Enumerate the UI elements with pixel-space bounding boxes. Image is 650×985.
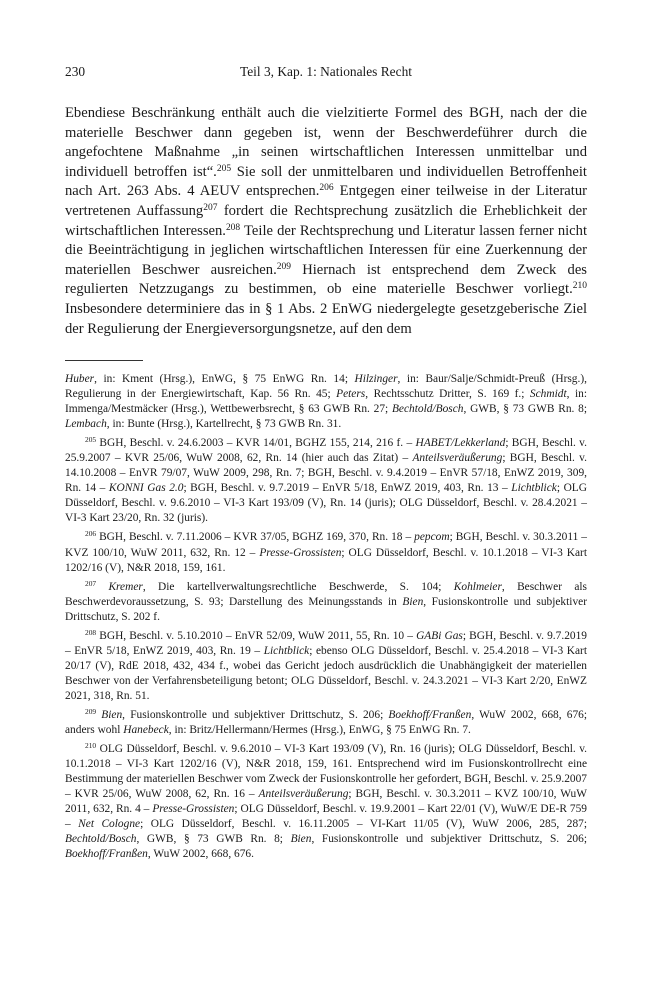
footnote-ref-208[interactable]: 208 <box>225 222 241 233</box>
body-text-segment: Insbesondere determiniere das in § 1 Abs. 2 EnWG niedergelegte gesetzgeberische Ziel der Regulierung der Energieversorgungsnetze, auf den dem <box>65 300 587 337</box>
author-name: Bechtold/Bosch <box>65 833 137 846</box>
case-name: Anteilsveräußerung <box>258 788 349 801</box>
footnote-208: $^{208}$ BGH, Beschl. v. 5.10.2010 – EnVR 52/09, WuW 2011, 55, Rn. 10 – GABi Gas; BGH, Beschl. v. 9.7.2019 – EnVR 5/18, EnWZ 2019, 403, Rn. 19 – Lichtblick; ebenso OLG Düsseldorf, Beschl. v. 25.4.2018 – VI-3 Kart 20/17 (V), RdE 2018, 432, 434 f., wobei das Gericht jedoch ausdrücklich die Unabhängigkeit der materiellen Beschwer von der Verfahrensbeteiligung betont; OLG Düsseldorf, Beschl. v. 24.3.2021 – VI-3 Kart 2/20, EnWZ 2021, 318, Rn. 51. <box>65 627 587 702</box>
footnote-separator <box>65 360 143 361</box>
case-name: Net Cologne <box>78 818 141 831</box>
author-name: Hanebeck <box>123 724 169 737</box>
body-text-segment: Entgegen einer teilweise in der Literatur vertretenen Auffassung <box>65 183 587 219</box>
footnote-ref-210[interactable]: 210 <box>572 281 587 292</box>
footnote-210: $^{210}$ OLG Düsseldorf, Beschl. v. 9.6.2010 – VI-3 Kart 193/09 (V), Rn. 16 (juris); OLG Düsseldorf, Beschl. v. 10.1.2018 – VI-3 Kart 1202/16 (V), N&R 2018, 159, 161. Entsprechend wird im Fusionskontrollrecht eine Bestimmung der materiellen Beschwer vom Zweck der Fusionskontrolle her gefordert, BGH, Beschl. v. 25.9.2007 – KVR 25/06, WuW 2008, 62, Rn. 16 – Anteilsveräußerung; BGH, Beschl. v. 30.3.2011 – KVZ 100/10, WuW 2011, 632, Rn. 4 – Presse-Grossisten; OLG Düsseldorf, Beschl. v. 19.9.2001 – Kart 22/01 (V), WuW/E DE-R 759 – Net Cologne; OLG Düsseldorf, Beschl. v. 16.11.2005 – VI-Kart 11/05 (V), WuW 2006, 285, 287; Bechtold/Bosch, GWB, § 73 GWB Rn. 8; Bien, Fusionskontrolle und subjektiver Drittschutz, S. 206; Boekhoff/Franßen, WuW 2002, 668, 676. <box>65 741 588 861</box>
body-text-segment: Sie soll der unmittelbaren und individuellen Betroffenheit nach Art. 263 Abs. 4 AEUV entsprechen. <box>65 163 587 200</box>
case-name: Lichtblick <box>263 644 310 657</box>
case-name: GABi Gas <box>416 629 463 642</box>
author-name: Peters <box>336 388 366 401</box>
author-name: Kremer <box>108 580 143 593</box>
case-name: Presse-Grossisten <box>259 546 342 559</box>
author-name: Huber <box>65 373 95 385</box>
body-text-segment: Ebendiese Beschränkung enthält auch die vielzitierte Formel des BGH, nach der die materielle Beschwer dann gegeben ist, wenn der Beschwerdeführer durch die angefochtene Maßnahme „in seinen wirtschaftlichen Interessen unmittelbar und individuell betroffen ist“. <box>65 105 587 180</box>
case-name: HABET/Lekkerland <box>415 437 506 450</box>
running-title: Teil 3, Kap. 1: Nationales Recht <box>240 64 412 79</box>
footnote-number: 208 <box>85 627 97 637</box>
footnotes <box>65 372 587 866</box>
footnote-number: 210 <box>85 741 97 751</box>
footnote-number: 209 <box>85 706 97 716</box>
footnote-206: $^{206}$ BGH, Beschl. v. 7.11.2006 – KVR 37/05, BGHZ 169, 370, Rn. 18 – pepcom; BGH, Beschl. v. 30.3.2011 – KVZ 100/10, WuW 2011, 632, Rn. 12 – Presse-Grossisten; OLG Düsseldorf, Beschl. v. 10.1.2018 – VI-3 Kart 1202/16 (V), N&R 2018, 159, 161. <box>65 529 588 574</box>
case-name: Anteilsveräußerung <box>412 452 503 465</box>
body-text-segment: fordert die Rechtsprechung zusätzlich die Erheblichkeit der wirtschaftlichen Interessen. <box>65 202 587 239</box>
footnote-ref-209[interactable]: 209 <box>276 261 291 272</box>
footnote-number: 207 <box>85 578 97 588</box>
author-name: Boekhoff/Franßen <box>65 848 148 861</box>
footnote-number: 206 <box>85 529 97 539</box>
body-text-segment: Teile der Rechtsprechung und Literatur lassen ferner nicht die Beeinträchtigung in jeglichen wirtschaftlichen Interessen für eine Zuerkennung der materiellen Beschwer ausreichen. <box>65 222 588 278</box>
footnote-ref-205[interactable]: 205 <box>216 163 232 174</box>
footnote-ref-206[interactable]: 206 <box>319 183 334 194</box>
case-name: Presse-Grossisten <box>152 803 235 816</box>
author-name: Lembach <box>65 418 107 431</box>
page-number: 230 <box>65 64 86 79</box>
footnote-205: $^{205}$ BGH, Beschl. v. 24.6.2003 – KVR 14/01, BGHZ 155, 214, 216 f. – HABET/Lekkerland; BGH, Beschl. v. 25.9.2007 – KVR 25/06, WuW 2008, 62, Rn. 14 (hier auch das Zitat) – Anteilsveräußerung; BGH, Beschl. v. 14.10.2008 – EnVR 79/07, WuW 2009, 298, Rn. 7; BGH, Beschl. v. 9.4.2019 – EnVR 57/18, EnWZ 2019, 309, Rn. 14 – KONNI Gas 2.0; BGH, Beschl. v. 9.7.2019 – EnVR 5/18, EnWZ 2019, 403, Rn. 13 – Lichtblick; OLG Düsseldorf, Beschl. v. 9.6.2010 – VI-3 Kart 193/09 (V), Rn. 14 (juris); OLG Düsseldorf, Beschl. v. 28.4.2021 – VI-3 Kart 23/20, Rn. 32 (juris). <box>65 435 587 525</box>
footnote-207: $^{207}$ Kremer, Die kartellverwaltungsrechtliche Beschwerde, S. 104; Kohlmeier, Beschwer als Beschwerdevoraussetzung, S. 93; Darstellung des Meinungsstands in Bien, Fusionskontrolle und subjektiver Drittschutz, S. 202 f. <box>65 578 587 623</box>
author-name: Kohlmeier <box>453 580 502 593</box>
footnote-number: 205 <box>85 435 97 445</box>
author-name: Bien <box>101 708 123 721</box>
case-name: KONNI Gas 2.0 <box>108 482 184 495</box>
author-name: Boekhoff/Franßen <box>388 708 472 721</box>
footnote-continuation: Huber, in: Kment (Hrsg.), EnWG, § 75 EnWG Rn. 14; Hilzinger, in: Baur/Salje/Schmidt-Preuß (Hrsg.), Regulierung in der Energiewirtschaft, Kap. 56 Rn. 45; Peters, Rechtsschutz Dritter, S. 169 f.; Schmidt, in: Immenga/Mestmäcker (Hrsg.), Wettbewerbsrecht, § 63 GWB Rn. 27; Bechtold/Bosch, GWB, § 73 GWB Rn. 8; Lembach, in: Bunte (Hrsg.), Kartellrecht, § 73 GWB Rn. 31. <box>65 373 587 431</box>
case-name: Lichtblick <box>511 482 557 495</box>
body-paragraph <box>65 104 587 339</box>
footnote-ref-207[interactable]: 207 <box>203 202 218 213</box>
author-name: Bien <box>402 595 424 608</box>
author-name: Bechtold/Bosch <box>391 403 464 416</box>
author-name: Schmidt <box>529 388 567 401</box>
author-name: Hilzinger <box>354 373 398 385</box>
body-text-segment: Hiernach ist entsprechend dem Zweck des regulierten Netzzugangs zu bestimmen, ob eine materielle Beschwer vorliegt. <box>65 261 587 298</box>
case-name: pepcom <box>414 531 450 544</box>
running-header <box>65 64 587 84</box>
footnote-209: $^{209}$ Bien, Fusionskontrolle und subjektiver Drittschutz, S. 206; Boekhoff/Franßen, WuW 2002, 668, 676; anders wohl Hanebeck, in: Britz/Hellermann/Hermes (Hrsg.), EnWG, § 75 EnWG Rn. 7. <box>65 706 588 737</box>
author-name: Bien <box>290 833 312 846</box>
